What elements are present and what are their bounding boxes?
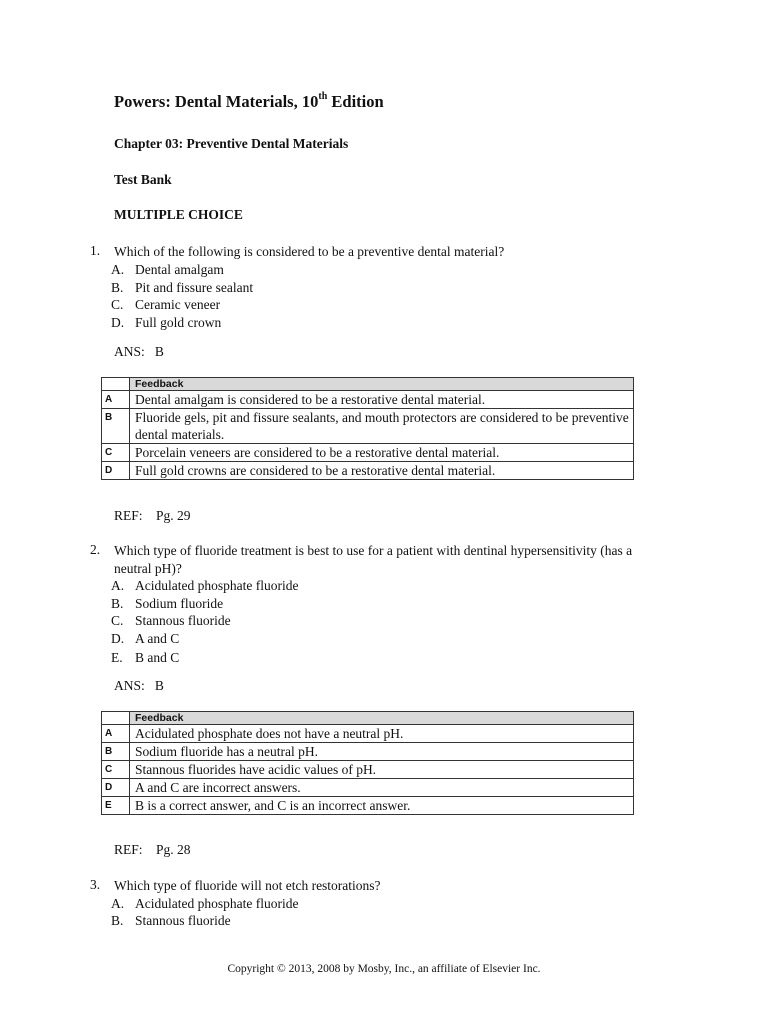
option: C. Stannous fluoride (111, 613, 231, 628)
table-row: C Stannous fluorides have acidic values of pH. (102, 761, 634, 779)
option: C. Ceramic veneer (111, 297, 221, 312)
option: E. B and C (111, 650, 180, 665)
title-superscript: th (318, 91, 328, 102)
option: D. A and C (111, 631, 180, 646)
question-number: 3. (90, 877, 101, 892)
table-row: C Porcelain veneers are considered to be a restorative dental material. (102, 444, 634, 462)
answer-line: ANS: B (114, 344, 164, 359)
option: B. Sodium fluoride (111, 596, 224, 611)
test-bank-heading: Test Bank (114, 172, 172, 187)
reference-line: REF: Pg. 29 (114, 508, 191, 523)
table-row: E B is a correct answer, and C is an incorrect answer. (102, 797, 634, 815)
table-row: A Dental amalgam is considered to be a restorative dental material. (102, 391, 634, 409)
question-text: Which type of fluoride treatment is best to use for a patient with dentinal hypersensitivity (has a neutral pH)? (114, 543, 633, 576)
answer-line: ANS: B (114, 678, 164, 693)
option: A. Acidulated phosphate fluoride (111, 896, 299, 911)
table-row: A Acidulated phosphate does not have a neutral pH. (102, 725, 634, 743)
feedback-table (101, 711, 634, 815)
option: B. Pit and fissure sealant (111, 280, 254, 295)
question-text: Which of the following is considered to be a preventive dental material? (114, 244, 505, 259)
table-row: B Sodium fluoride has a neutral pH. (102, 743, 634, 761)
feedback-header: Feedback (130, 378, 634, 391)
option: A. Dental amalgam (111, 262, 224, 277)
document-title: Powers: Dental Materials, 10th Edition (114, 91, 384, 111)
chapter-heading: Chapter 03: Preventive Dental Materials (114, 136, 349, 151)
question-number: 1. (90, 243, 101, 258)
feedback-header: Feedback (130, 712, 634, 725)
option: D. Full gold crown (111, 315, 222, 330)
option: B. Stannous fluoride (111, 913, 231, 928)
feedback-table (101, 377, 634, 480)
reference-line: REF: Pg. 28 (114, 842, 191, 857)
section-heading: MULTIPLE CHOICE (114, 207, 243, 222)
table-row: D A and C are incorrect answers. (102, 779, 634, 797)
copyright-footer: Copyright © 2013, 2008 by Mosby, Inc., an affiliate of Elsevier Inc. (227, 963, 541, 975)
question-number: 2. (90, 542, 101, 557)
table-row: D Full gold crowns are considered to be a restorative dental material. (102, 462, 634, 480)
option: A. Acidulated phosphate fluoride (111, 578, 299, 593)
table-row: B Fluoride gels, pit and fissure sealants, and mouth protectors are considered to be preventive dental materials. (102, 409, 634, 444)
question-text: Which type of fluoride will not etch restorations? (114, 878, 381, 893)
